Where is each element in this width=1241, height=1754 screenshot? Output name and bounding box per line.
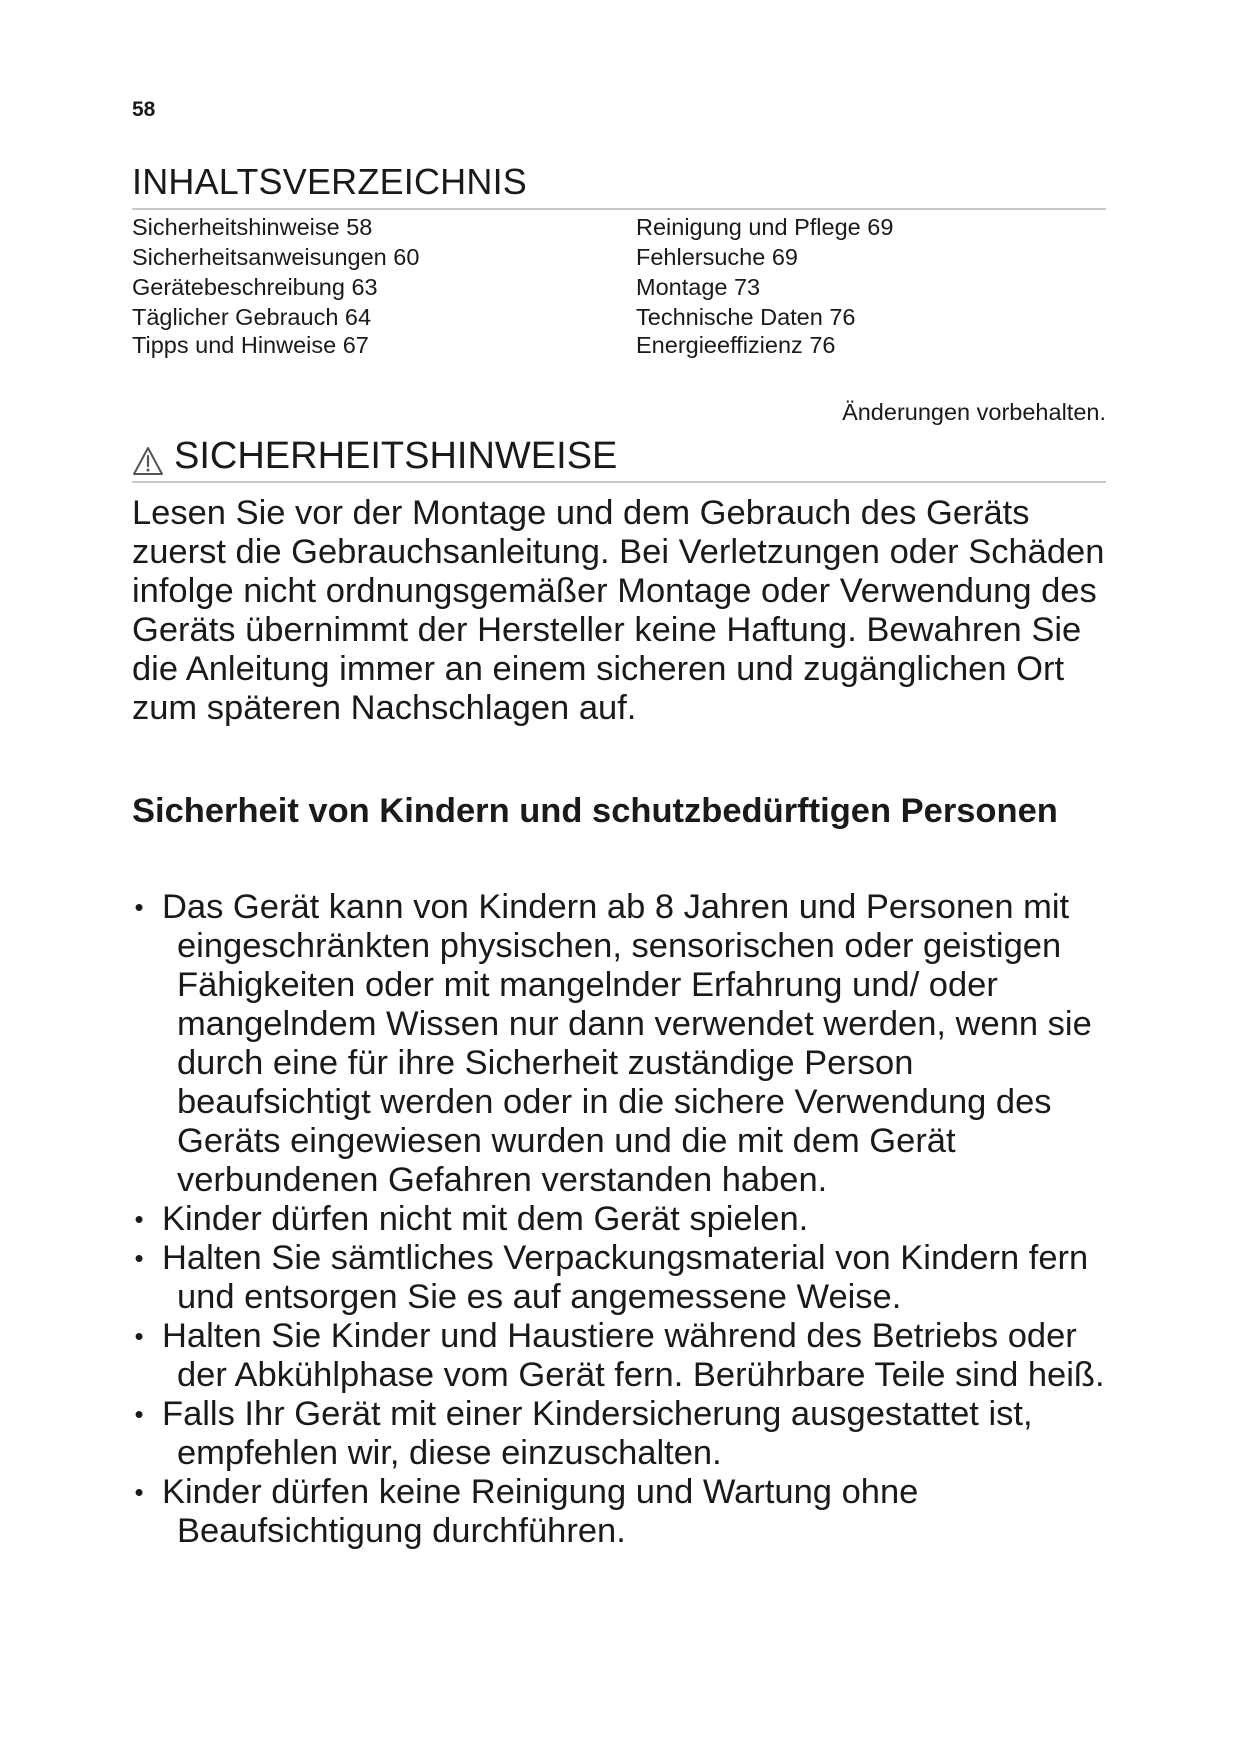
- children-safety-heading: Sicherheit von Kindern und schutzbedürftigen Personen: [132, 792, 1058, 830]
- bullet-icon: •: [134, 1321, 144, 1351]
- list-item: [132, 1200, 1112, 1239]
- page-number: 58: [132, 98, 156, 121]
- children-safety-list: [132, 888, 1112, 1551]
- toc-item: Sicherheitshinweise 58: [132, 214, 373, 240]
- toc-item: Täglicher Gebrauch 64: [132, 304, 372, 330]
- toc-item: Technische Daten 76: [636, 304, 856, 330]
- warning-triangle-icon: [132, 442, 164, 472]
- bullet-icon: •: [134, 1243, 144, 1273]
- bullet-icon: •: [134, 1204, 144, 1234]
- list-item-text: Kinder dürfen nicht mit dem Gerät spielen.: [162, 1200, 809, 1238]
- list-item-text: Halten Sie sämtliches Verpackungsmaterial von Kindern fern und entsorgen Sie es auf angemessene Weise.: [162, 1239, 1089, 1316]
- list-item-text: Falls Ihr Gerät mit einer Kindersicherung ausgestattet ist, empfehlen wir, diese einzuschalten.: [162, 1395, 1033, 1472]
- safety-heading-text: SICHERHEITSHINWEISE: [174, 435, 618, 477]
- toc-item: Montage 73: [636, 274, 761, 300]
- safety-divider: [132, 481, 1106, 483]
- toc-left-column: [132, 212, 419, 360]
- toc-title: INHALTSVERZEICHNIS: [132, 161, 527, 202]
- list-item-text: Das Gerät kann von Kindern ab 8 Jahren und Personen mit eingeschränkten physischen, sensorischen oder geistigen Fähigkeiten oder mit mangelnder Erfahrung und/ oder mangelndem Wissen nur dann verwendet werden, wenn sie durch eine für ihre Sicherheit zuständige Person beaufsichtigt werden oder in die sichere Verwendung des Geräts eingewiesen wurden und die mit dem Gerät verbundenen Gefahren verstanden haben.: [162, 888, 1092, 1199]
- list-item: [132, 1239, 1112, 1317]
- toc-item: Sicherheitsanweisungen 60: [132, 244, 420, 270]
- list-item: [132, 1317, 1112, 1395]
- toc-right-column: [636, 212, 893, 360]
- toc-item: Tipps und Hinweise 67: [132, 332, 369, 358]
- list-item: [132, 1395, 1112, 1473]
- list-item-text: Kinder dürfen keine Reinigung und Wartung ohne Beaufsichtigung durchführen.: [162, 1473, 919, 1550]
- list-item: [132, 888, 1112, 1200]
- toc-item: Fehlersuche 69: [636, 244, 798, 270]
- toc-divider: [132, 208, 1106, 210]
- bullet-icon: •: [134, 1477, 144, 1507]
- intro-paragraph: Lesen Sie vor der Montage und dem Gebrauch des Geräts zuerst die Gebrauchsanleitung. Bei Verletzungen oder Schäden infolge nicht ordnungsgemäßer Montage oder Verwendung des Geräts übernimmt der Hersteller keine Haftung. Bewahren Sie die Anleitung immer an einem sicheren und zugänglichen Ort zum späteren Nachschlagen auf.: [132, 494, 1105, 727]
- toc-item: Gerätebeschreibung 63: [132, 274, 378, 300]
- toc-item: Energieeffizienz 76: [636, 332, 836, 358]
- toc-item: Reinigung und Pflege 69: [636, 214, 894, 240]
- subject-to-change-note: Änderungen vorbehalten.: [842, 399, 1106, 425]
- list-item-text: Halten Sie Kinder und Haustiere während des Betriebs oder der Abkühlphase vom Gerät fern. Berührbare Teile sind heiß.: [162, 1317, 1105, 1394]
- bullet-icon: •: [134, 1399, 144, 1429]
- list-item: [132, 1473, 1112, 1551]
- safety-heading: [132, 434, 617, 478]
- bullet-icon: •: [134, 892, 144, 922]
